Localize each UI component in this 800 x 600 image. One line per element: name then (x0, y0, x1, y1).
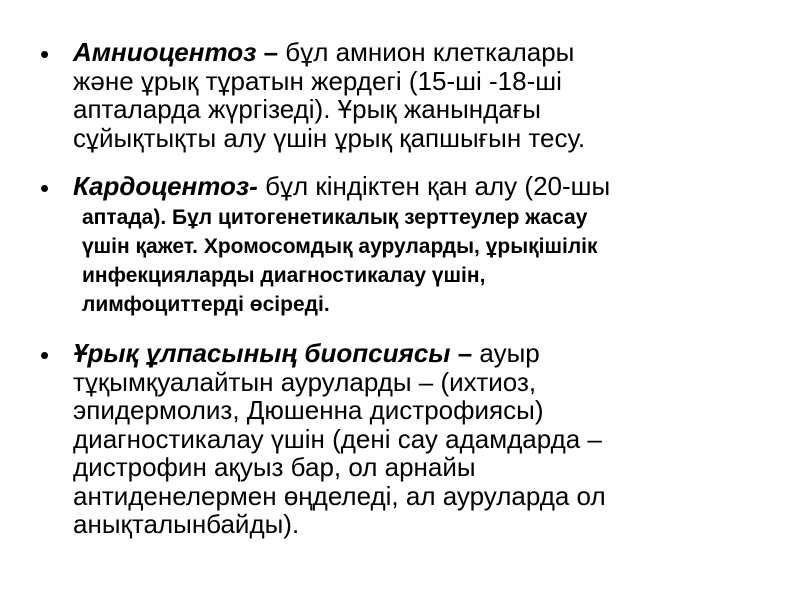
bullet-line: аптада). Бұл цитогенетикалық зерттеулер жасау (82, 206, 588, 229)
bullet-line: антиденелермен өңделеді, ал ауруларда ол (73, 480, 606, 511)
term-biopsy: Ұрық ұлпасының биопсиясы (73, 338, 451, 368)
bullet-marker: • (40, 173, 50, 203)
term-dash: – (450, 338, 480, 368)
bullet-item-cardocentesis (73, 172, 763, 201)
bullet-line: дистрофин ақуыз бар, ол арнайы (73, 452, 476, 482)
bullet-line (73, 172, 763, 201)
bullet-line: үшін қажет. Хромосомдық ауруларды, ұрықішілік (82, 235, 598, 258)
bullet-marker: • (40, 340, 50, 370)
bullet-line (73, 38, 763, 67)
term-amniocentesis: Амниоцентоз (73, 37, 257, 67)
bullet-line: инфекцияларды диагностикалау үшін, (82, 264, 486, 287)
cardocentesis-details (82, 203, 772, 319)
bullet-line: лимфоциттерді өсіреді. (82, 293, 330, 316)
bullet-line: диагностикалау үшін (дені сау адамдарда – (73, 423, 602, 454)
item-text: бұл амнион клеткалары (285, 37, 575, 67)
bullet-line: эпидермолиз, Дюшенна дистрофиясы) (73, 395, 544, 425)
item-text: ауыр (479, 338, 540, 368)
item-text: бұл кіндіктен қан алу (20-шы (257, 171, 611, 201)
bullet-line: тұқымқуалайтын ауруларды – (ихтиоз, (73, 366, 537, 397)
bullet-item-amniocentesis (73, 38, 763, 152)
term-cardocentesis: Кардоцентоз- (73, 171, 258, 201)
bullet-line: апталарда жүргізеді). Ұрық жанындағы (73, 94, 541, 124)
bullet-line: және ұрық тұратын жердегі (15-ші -18-ші (73, 65, 562, 96)
term-dash: – (256, 37, 286, 67)
bullet-line: сұйықтықты алу үшін ұрық қапшығын тесу. (73, 122, 586, 153)
bullet-marker: • (40, 39, 50, 69)
bullet-line (73, 339, 763, 368)
bullet-line: анықталынбайды). (73, 509, 300, 539)
bullet-item-biopsy (73, 339, 763, 539)
